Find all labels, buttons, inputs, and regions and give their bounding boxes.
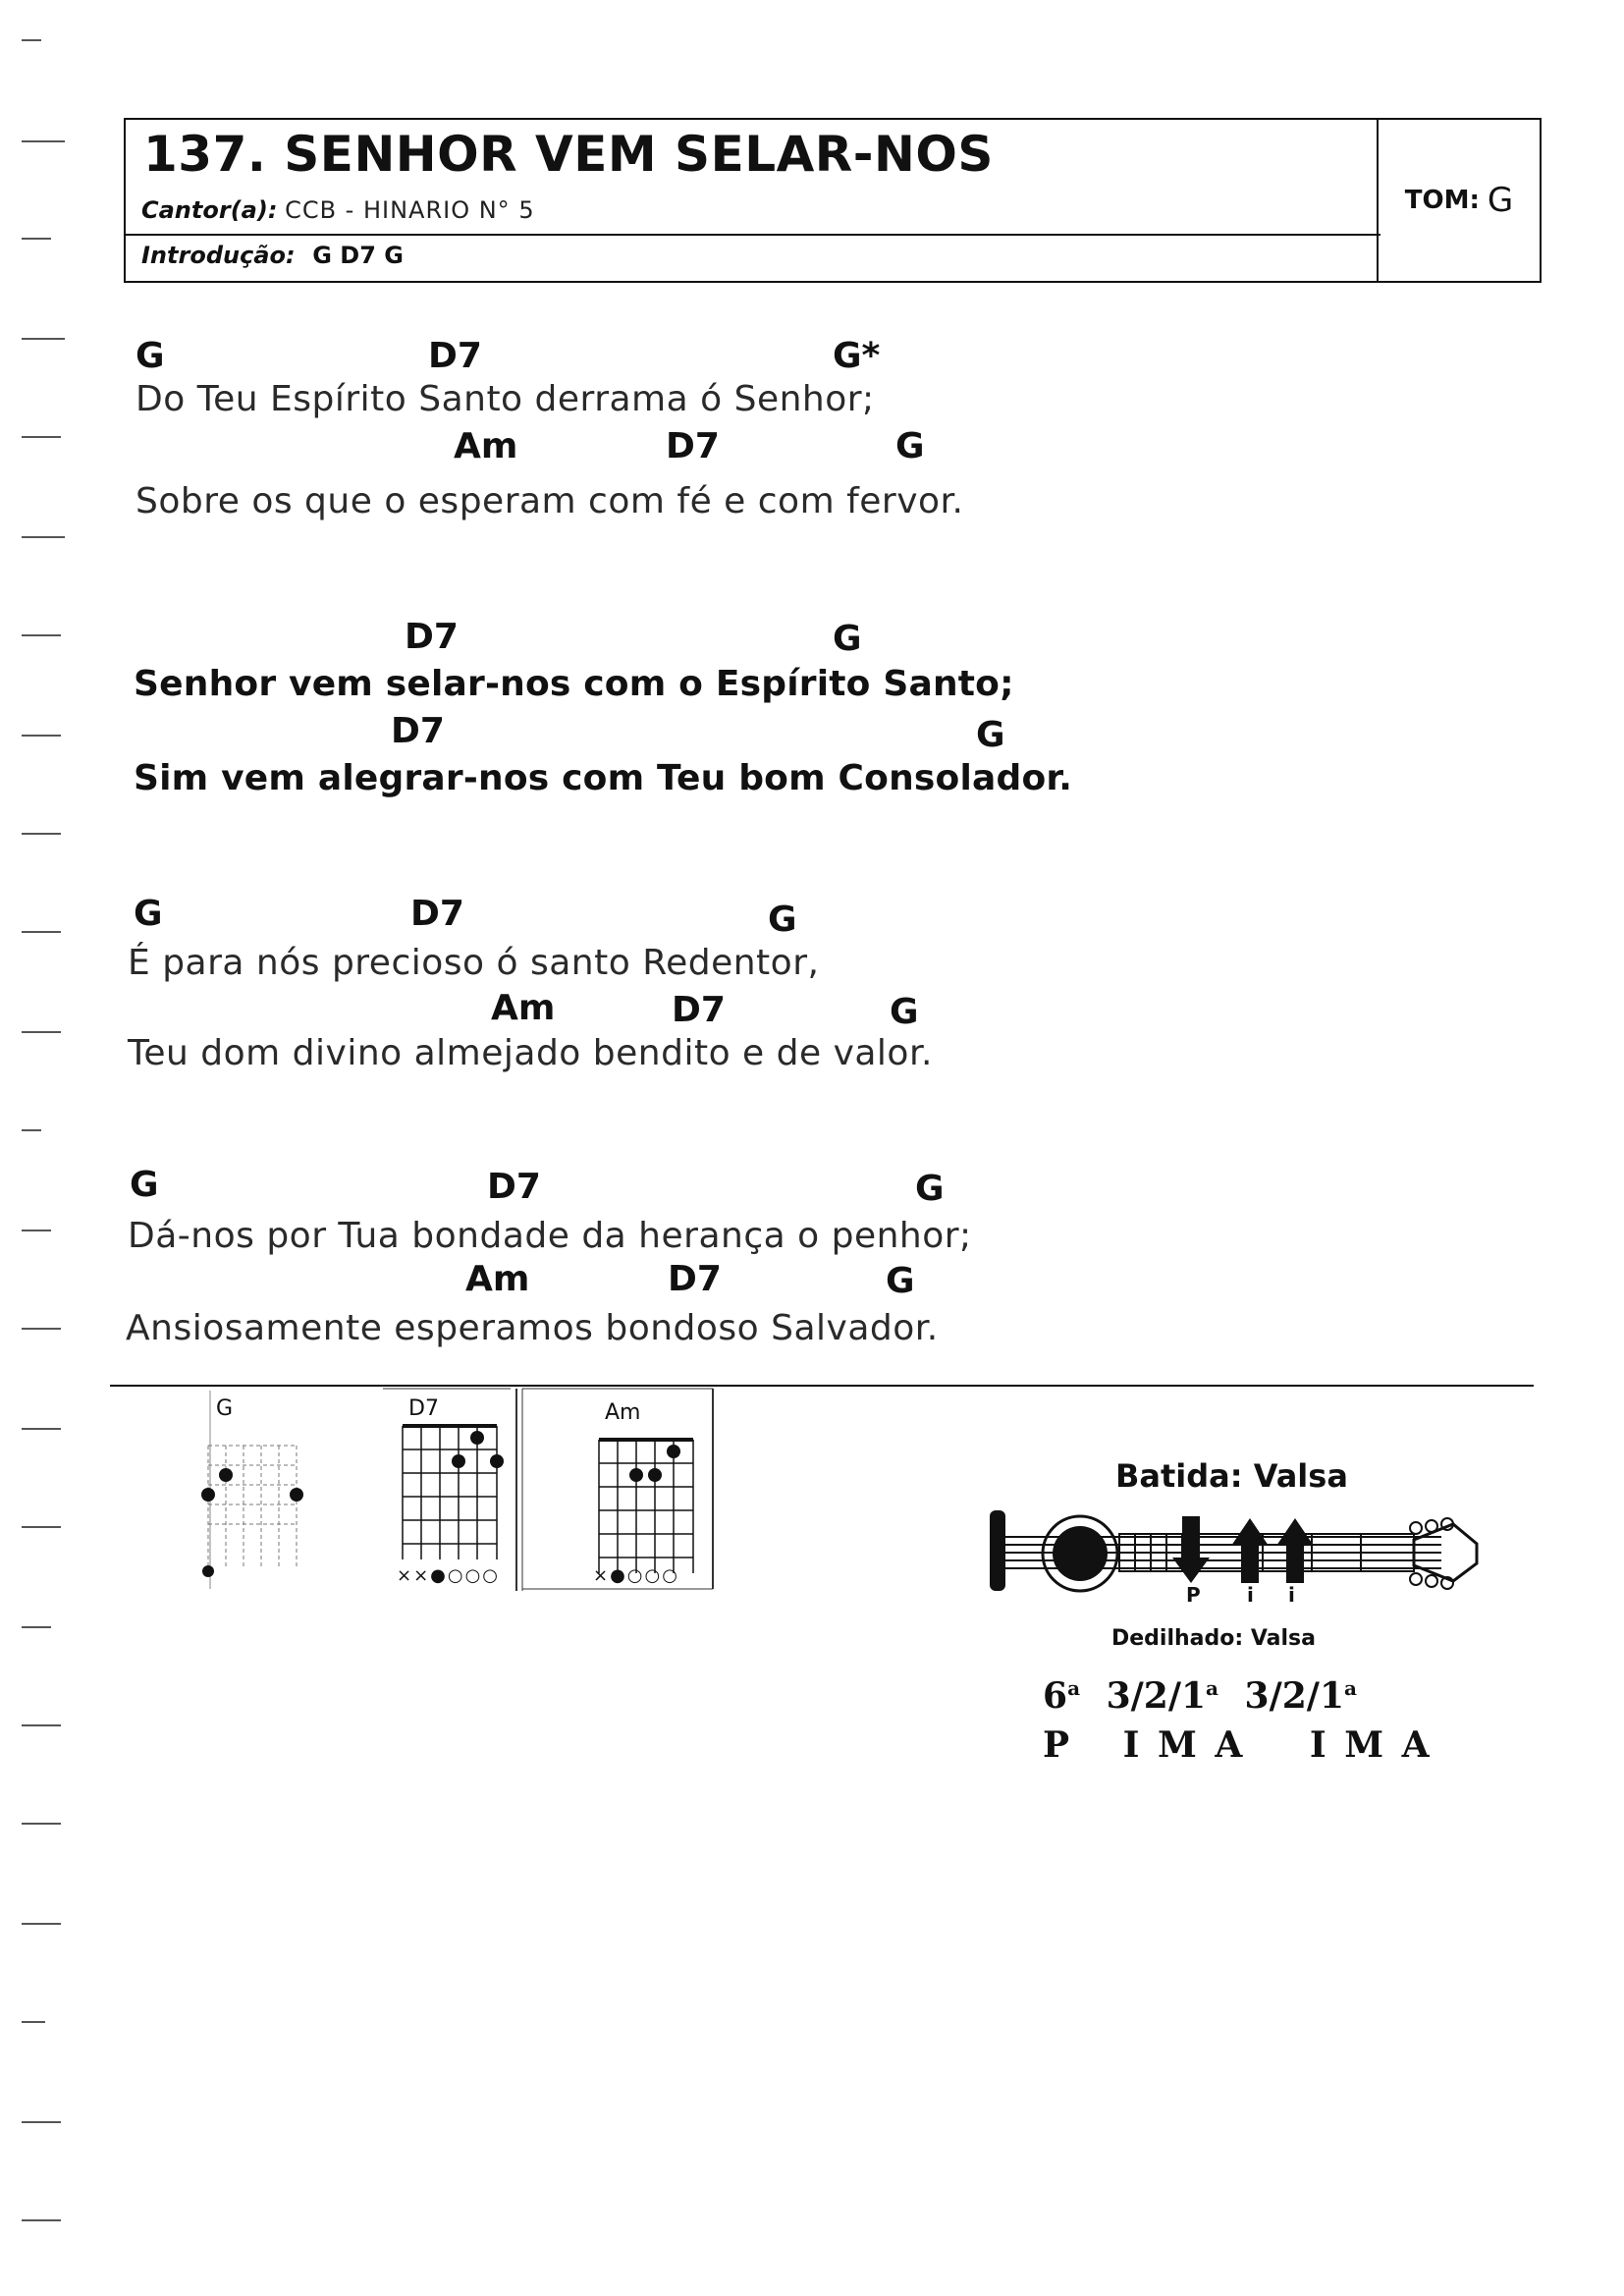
chord: G — [130, 1165, 159, 1205]
chord: G — [135, 336, 165, 376]
lyric-line: Sim vem alegrar-nos com Teu bom Consolador. — [134, 758, 1073, 798]
fingerpicking-strings-row — [1043, 1675, 1357, 1717]
chord: G — [915, 1169, 945, 1209]
lyric-line: Teu dom divino almejado bendito e de valor. — [128, 1033, 933, 1073]
sound-hole-icon — [1053, 1526, 1108, 1581]
finger-dot — [202, 1565, 214, 1577]
binder-mark — [22, 931, 61, 933]
chord-marks-am: ×●○○○ — [593, 1565, 679, 1586]
chord: D7 — [668, 1259, 722, 1299]
picking-string: 3/2/1$^a$ — [1106, 1675, 1218, 1717]
chord: D7 — [487, 1167, 541, 1207]
header-divider — [126, 234, 1380, 236]
guitar-strum-graphic — [978, 1501, 1489, 1599]
binder-mark — [22, 1526, 61, 1528]
binder-mark — [22, 735, 61, 737]
binder-mark — [22, 1428, 61, 1430]
binder-mark — [22, 338, 65, 340]
binder-mark — [22, 833, 61, 835]
finger-dot — [629, 1468, 643, 1482]
binder-mark — [22, 1823, 61, 1825]
chord: D7 — [428, 336, 482, 376]
finger-dot — [470, 1431, 484, 1445]
cantor-line — [141, 196, 535, 224]
cantor-label: Cantor(a): — [141, 196, 278, 224]
binder-mark — [22, 2021, 45, 2023]
chord-grid-am — [599, 1440, 693, 1573]
binder-mark — [22, 1923, 61, 1925]
lyric-line: Sobre os que o esperam com fé e com fervor. — [135, 481, 964, 521]
key-cell — [1377, 120, 1540, 281]
guitar-end-icon — [990, 1510, 1005, 1591]
cantor-value: CCB - HINARIO N° 5 — [285, 196, 535, 224]
chord-marks-d7: ××●○○○ — [397, 1565, 500, 1586]
chord-diagram-name-am: Am — [605, 1400, 641, 1425]
lyric-line: Dá-nos por Tua bondade da herança o penhor; — [128, 1216, 972, 1256]
strum-letter: i — [1288, 1583, 1295, 1607]
strum-letter: P — [1186, 1583, 1201, 1607]
binder-mark — [22, 1328, 61, 1330]
binder-mark — [22, 1129, 41, 1131]
chord: G — [768, 900, 797, 940]
chord: D7 — [672, 990, 726, 1030]
chord: G — [895, 426, 925, 466]
intro-line — [141, 242, 404, 269]
chord: D7 — [405, 617, 459, 657]
fingerpicking-title: Dedilhado: Valsa — [1111, 1626, 1316, 1651]
chord-diagram-name-d7: D7 — [408, 1396, 439, 1421]
binder-mark — [22, 634, 61, 636]
binder-mark — [22, 536, 65, 538]
picking-finger: I M A — [1122, 1724, 1246, 1766]
binder-mark — [22, 238, 51, 240]
chord-grid-d7 — [403, 1426, 497, 1559]
binder-mark — [22, 1230, 51, 1231]
lyric-line: Senhor vem selar-nos com o Espírito Santo; — [134, 664, 1014, 704]
intro-value: G D7 G — [312, 242, 404, 269]
picking-string: 6$^a$ — [1043, 1675, 1081, 1717]
binder-mark — [22, 2121, 61, 2123]
fingerpicking-fingers-row — [1043, 1724, 1433, 1766]
finger-dot — [452, 1454, 465, 1468]
chord: D7 — [666, 426, 720, 466]
key-value: G — [1487, 181, 1514, 220]
finger-dot — [290, 1488, 303, 1502]
chord: D7 — [391, 711, 445, 751]
binder-mark — [22, 1724, 61, 1726]
finger-dot — [648, 1468, 662, 1482]
chord: G — [886, 1261, 915, 1301]
chord-grid-g — [208, 1446, 297, 1569]
chord: G — [134, 894, 163, 934]
strum-title: Batida: Valsa — [1115, 1457, 1348, 1495]
song-header — [124, 118, 1542, 283]
picking-finger: I M A — [1309, 1724, 1433, 1766]
finger-dot — [490, 1454, 504, 1468]
chord: G* — [833, 336, 881, 376]
binder-mark — [22, 39, 41, 41]
chord: Am — [454, 426, 518, 466]
strum-up-arrow-icon — [1276, 1518, 1314, 1583]
binder-mark — [22, 140, 65, 142]
intro-label: Introdução: — [141, 242, 296, 269]
binder-marks — [0, 0, 79, 2296]
lyric-line: É para nós precioso ó santo Redentor, — [128, 943, 820, 983]
chord: Am — [465, 1259, 530, 1299]
binder-mark — [22, 1626, 51, 1628]
picking-finger: P — [1043, 1724, 1073, 1766]
song-title: 137. SENHOR VEM SELAR-NOS — [143, 126, 994, 183]
binder-mark — [22, 436, 61, 438]
finger-dot — [201, 1488, 215, 1502]
strum-down-arrow-icon — [1172, 1516, 1210, 1583]
binder-mark — [22, 2219, 61, 2221]
chord: D7 — [410, 894, 464, 934]
chord-diagram-name-g: G — [216, 1396, 234, 1421]
strum-letter: i — [1247, 1583, 1254, 1607]
binder-mark — [22, 1031, 61, 1033]
chord: G — [976, 715, 1005, 755]
key-label: TOM: — [1404, 186, 1480, 215]
lyric-line: Do Teu Espírito Santo derrama ó Senhor; — [135, 379, 875, 419]
chord: Am — [491, 988, 556, 1028]
finger-dot — [667, 1445, 680, 1458]
chord: G — [833, 619, 862, 659]
chord: G — [890, 992, 919, 1032]
finger-dot — [219, 1468, 233, 1482]
lyric-line: Ansiosamente esperamos bondoso Salvador. — [126, 1308, 939, 1348]
picking-string: 3/2/1$^a$ — [1244, 1675, 1357, 1717]
